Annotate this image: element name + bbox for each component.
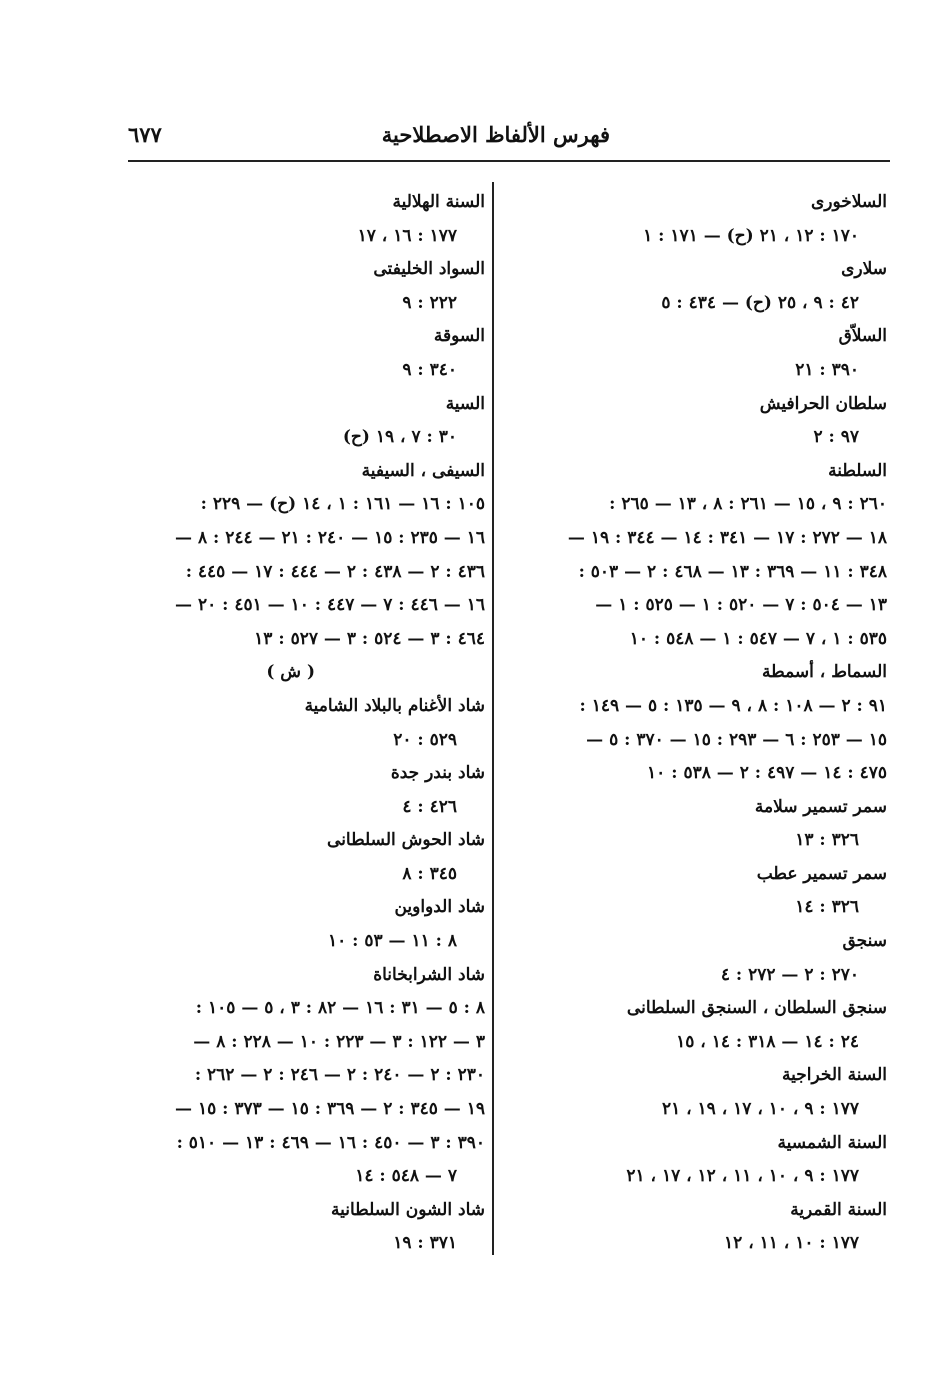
index-reference: ٥٣٥ : ١ ، ٧ — ٥٤٧ : ١ — ٥٤٨ : ١٠ [629, 628, 887, 649]
index-term: سلارى [841, 259, 887, 280]
page-title: فهرس الألفاظ الاصطلاحية [381, 122, 610, 147]
index-reference: ٣٠ : ٧ ، ١٩ (ح) [342, 427, 457, 448]
index-term: سنجق [842, 931, 887, 952]
index-reference: ٢٣٠ : ٢ — ٢٤٠ : ٢ — ٢٤٦ : ٢ — ٢٦٢ : [194, 1065, 485, 1086]
index-reference: ٣٩٠ : ٢١ [795, 359, 859, 380]
index-term: السماط ، أسمطة [762, 662, 887, 683]
index-reference: ٢٢٢ : ٩ [402, 292, 457, 313]
index-term: سنجق السلطان ، السنجق السلطانى [626, 998, 887, 1019]
index-reference: ٤٢٦ : ٤ [402, 796, 457, 817]
index-reference: ٣٤٥ : ٨ [402, 863, 457, 884]
index-term: السواد الخليفتى [373, 259, 485, 280]
index-term: السنة الشمسية [777, 1132, 887, 1153]
index-term: السنة القمرية [790, 1199, 887, 1220]
index-term: السنة الهلالية [392, 192, 485, 212]
index-reference: ٣ — ١٢٢ : ٣ — ٢٢٣ : ١٠ — ٢٢٨ : ٨ — [193, 1031, 485, 1052]
index-term: سلطان الحرافيش [759, 393, 887, 414]
index-reference: ٢٦٠ : ٩ ، ١٥ — ٢٦١ : ٨ ، ١٣ — ٢٦٥ : [609, 494, 887, 515]
index-reference: ١٩ — ٣٤٥ : ٢ — ٣٦٩ : ١٥ — ٣٧٣ : ١٥ — [175, 1099, 485, 1120]
index-reference: ٩١ : ٢ — ١٠٨ : ٨ ، ٩ — ١٣٥ : ٥ — ١٤٩ : [579, 695, 887, 716]
index-term: السية [445, 393, 485, 414]
index-term: السنة الخراجية [782, 1065, 887, 1086]
index-reference: ٣٢٦ : ١٤ [795, 897, 859, 918]
index-term: السوقة [433, 326, 485, 347]
column-divider [492, 182, 494, 1255]
index-reference: ٣٩٠ : ٣ — ٤٥٠ : ١٦ — ٤٦٩ : ١٣ — ٥١٠ : [176, 1132, 485, 1153]
page-number: ٦٧٧ [128, 122, 162, 147]
index-reference: ٣٤٠ : ٩ [402, 359, 457, 380]
index-reference: ١٧٧ : ٩ ، ١٠ ، ١١ ، ١٢ ، ١٧ ، ٢١ [626, 1166, 859, 1187]
index-reference: ٢٤ : ١٤ — ٣١٨ : ١٤ ، ١٥ [676, 1031, 859, 1052]
index-reference: ٣٤٨ : ١١ — ٣٦٩ : ١٣ — ٤٦٨ : ٢ — ٥٠٣ : [578, 561, 887, 582]
section-heading: ( ش ) [266, 662, 315, 683]
index-term: سمر تسمير سلامة [754, 796, 887, 817]
index-column-right [522, 186, 887, 1261]
index-column-left [120, 186, 485, 1261]
index-reference: ٨ : ١١ — ٥٣ : ١٠ [327, 931, 457, 952]
page-header [128, 118, 890, 158]
index-reference: ١٦ — ٤٤٦ : ٧ — ٤٤٧ : ١٠ — ٤٥١ : ٢٠ — [175, 595, 485, 616]
index-reference: ٥٢٩ : ٢٠ [393, 729, 457, 750]
index-reference: ١٥ — ٢٥٣ : ٦ — ٢٩٣ : ١٥ — ٣٧٠ : ٥ — [586, 729, 887, 750]
index-reference: ١٣ — ٥٠٤ : ٧ — ٥٢٠ : ١ — ٥٢٥ : ١ — [595, 595, 887, 616]
index-term: شاد بندر جدة [390, 763, 485, 784]
index-reference: ٩٧ : ٢ [813, 427, 859, 448]
index-reference: ٢٧٠ : ٢ — ٢٧٢ : ٤ [720, 964, 859, 985]
index-reference: ٤٦٤ : ٣ — ٥٢٤ : ٣ — ٥٢٧ : ١٣ [254, 628, 485, 649]
index-reference: ٨ : ٥ — ٣١ : ١٦ — ٨٢ : ٣ ، ٥ — ١٠٥ : [195, 998, 485, 1019]
index-reference: ٤٣٦ : ٢ — ٤٣٨ : ٢ — ٤٤٤ : ١٧ — ٤٤٥ : [185, 561, 485, 582]
index-reference: ٣٧١ : ١٩ [393, 1233, 457, 1254]
index-term: شاد الشون السلطانية [331, 1199, 485, 1220]
index-reference: ١٧٧ : ٩ ، ١٠ ، ١٧ ، ١٩ ، ٢١ [661, 1099, 859, 1120]
index-term: شاد الدواوين [394, 897, 485, 918]
header-rule [128, 160, 890, 162]
index-reference: ٤٧٥ : ١٤ — ٤٩٧ : ٢ — ٥٣٨ : ١٠ [647, 763, 887, 784]
index-reference: ٣٢٦ : ١٣ [795, 830, 859, 851]
index-term: شاد الشرابخاناة [373, 964, 485, 985]
index-reference: ٧ — ٥٤٨ : ١٤ [355, 1166, 457, 1187]
index-reference: ١٧٠ : ١٢ ، ٢١ (ح) — ١٧١ : ١ [643, 225, 859, 246]
index-term: السيفى ، السيفية [361, 460, 485, 481]
index-term: سمر تسمير عطب [756, 863, 887, 884]
index-term: السلاخورى [810, 192, 887, 212]
index-reference: ١٧٧ : ١٦ ، ١٧ [357, 225, 457, 246]
index-term: السلطنة [828, 460, 887, 481]
index-term: السلاّق [838, 326, 887, 347]
index-term: شاد الأغنام بالبلاد الشامية [304, 695, 485, 716]
index-reference: ٤٢ : ٩ ، ٢٥ (ح) — ٤٣٤ : ٥ [661, 292, 859, 313]
index-reference: ١٨ — ٢٧٢ : ١٧ — ٣٤١ : ١٤ — ٣٤٤ : ١٩ — [567, 527, 887, 548]
index-reference: ١٦ — ٢٣٥ : ١٥ — ٢٤٠ : ٢١ — ٢٤٤ : ٨ — [175, 527, 485, 548]
index-reference: ١٧٧ : ١٠ ، ١١ ، ١٢ [724, 1233, 859, 1254]
index-reference: ١٠٥ : ١٦ — ١٦١ : ١ ، ١٤ (ح) — ٢٢٩ : [200, 494, 485, 515]
index-term: شاد الحوش السلطانى [327, 830, 485, 851]
